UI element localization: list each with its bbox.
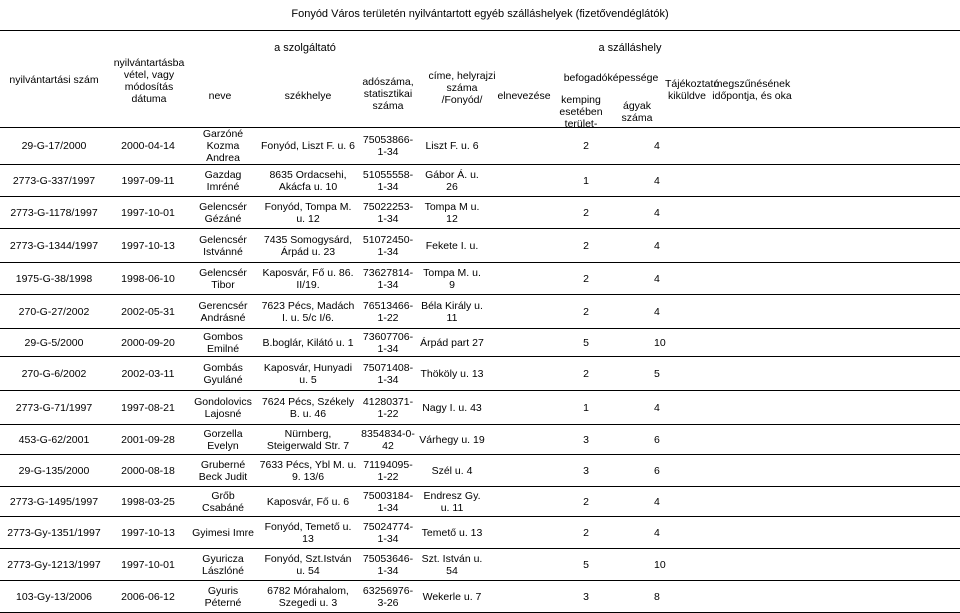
cell-datum: 2001-09-28 — [121, 433, 175, 446]
cell-szekhely: 7624 Pécs, Székely B. u. 46 — [261, 395, 355, 420]
cell-elnevezes — [486, 263, 546, 295]
cell-elnevezes — [486, 455, 546, 487]
cell-adoszam: 51055558-1-34 — [362, 168, 414, 193]
cell-cim: Tompa M. u. 9 — [423, 266, 481, 291]
cell-spacer — [626, 549, 652, 581]
cell-cim: Várhegy u. 19 — [419, 433, 485, 446]
cell-cim: Árpád part 27 — [420, 336, 484, 349]
table-row — [0, 329, 960, 357]
cell-datum: 2000-08-18 — [121, 464, 175, 477]
cell-neve: Grőb Csabáné — [201, 489, 245, 514]
cell-neve: Gombos Emilné — [203, 330, 243, 355]
cell-nyilvantartasi-szam: 29-G-17/2000 — [21, 140, 87, 152]
table-row — [0, 295, 960, 329]
cell-agyak: 6 — [654, 433, 660, 446]
cell-spacer — [626, 197, 652, 229]
cell-adoszam: 75053646-1-34 — [362, 552, 414, 577]
cell-adoszam: 75053866-1-34 — [362, 134, 414, 158]
cell-agyak: 4 — [654, 174, 660, 187]
cell-neve: Gyuricza Lászlóné — [201, 552, 245, 577]
cell-szobak: 3 — [583, 464, 589, 477]
cell-datum: 1997-10-01 — [121, 558, 175, 571]
cell-elnevezes — [486, 425, 546, 455]
cell-elnevezes — [486, 549, 546, 581]
table-row — [0, 357, 960, 391]
header-nyilvantartasba-vetel-datuma: nyilvántartásba vétel, vagy módosítás dátuma — [113, 57, 185, 105]
cell-nyilvantartasi-szam: 103-Gy-13/2006 — [16, 590, 92, 603]
table-row — [0, 425, 960, 455]
cell-elnevezes — [486, 581, 546, 613]
cell-spacer — [626, 165, 652, 197]
cell-szobak: 2 — [583, 206, 589, 219]
cell-szekhely: 7623 Pécs, Madách I. u. 5/c I/6. — [261, 299, 355, 324]
cell-neve: Gyimesi Imre — [192, 526, 254, 539]
cell-elnevezes — [486, 391, 546, 425]
cell-spacer — [626, 357, 652, 391]
cell-spacer — [626, 329, 652, 357]
cell-cim: Gábor Á. u. 26 — [425, 168, 479, 193]
cell-szobak: 1 — [583, 401, 589, 414]
header-megszunes: megszűnésének időpontja, és oka — [712, 78, 792, 102]
cell-nyilvantartasi-szam: 2773-G-1178/1997 — [10, 206, 98, 219]
cell-cim: Szt. István u. 54 — [421, 552, 483, 577]
cell-nyilvantartasi-szam: 2773-G-337/1997 — [12, 174, 96, 187]
cell-szekhely: Kaposvár, Fő u. 86. II/19. — [262, 266, 354, 291]
cell-szekhely: 8635 Ordacsehi, Akácfa u. 10 — [269, 168, 347, 193]
header-group-szolgaltato: a szolgáltató — [274, 42, 336, 54]
cell-nyilvantartasi-szam: 2773-Gy-1351/1997 — [7, 526, 101, 539]
cell-szekhely: 7633 Pécs, Ybl M. u. 9. 13/6 — [259, 458, 357, 483]
cell-adoszam: 75022253-1-34 — [362, 200, 414, 225]
cell-szobak: 2 — [583, 305, 589, 318]
cell-neve: Gombás Gyuláné — [203, 361, 243, 386]
header-group-szallashely: a szálláshely — [598, 42, 662, 54]
cell-adoszam: 76513466-1-22 — [362, 299, 414, 324]
cell-szekhely: Kaposvár, Hunyadi u. 5 — [263, 361, 353, 386]
cell-szobak: 3 — [583, 590, 589, 603]
cell-adoszam: 63256976-3-26 — [362, 584, 414, 609]
cell-nyilvantartasi-szam: 270-G-6/2002 — [21, 367, 87, 380]
table-row — [0, 197, 960, 229]
cell-agyak: 6 — [654, 464, 660, 477]
cell-neve: Gelencsér Istvánné — [199, 233, 247, 258]
header-agyak-szama: ágyak száma — [621, 100, 653, 124]
cell-spacer — [626, 263, 652, 295]
cell-szobak: 2 — [583, 140, 589, 152]
header-neve: neve — [208, 90, 232, 102]
cell-elnevezes — [486, 329, 546, 357]
cell-szekhely: Fonyód, Liszt F. u. 6 — [261, 140, 355, 152]
cell-datum: 1997-10-13 — [121, 526, 175, 539]
cell-cim: Thököly u. 13 — [420, 367, 484, 380]
cell-szobak: 2 — [583, 526, 589, 539]
header-elnevezese: elnevezése — [497, 90, 551, 102]
cell-datum: 2000-09-20 — [121, 336, 175, 349]
cell-nyilvantartasi-szam: 2773-G-1495/1997 — [9, 495, 99, 508]
cell-neve: Garzóné Kozma Andrea — [202, 128, 244, 164]
header-szekhelye: székhelye — [284, 90, 332, 102]
table-row — [0, 549, 960, 581]
cell-agyak: 4 — [654, 401, 660, 414]
cell-datum: 2000-04-14 — [121, 140, 175, 152]
cell-szobak: 2 — [583, 272, 589, 285]
cell-szobak: 2 — [583, 367, 589, 380]
cell-szobak: 2 — [583, 239, 589, 252]
cell-neve: Gruberné Beck Judit — [198, 458, 248, 483]
cell-elnevezes — [486, 165, 546, 197]
cell-cim: Tompa M u. 12 — [424, 200, 480, 225]
cell-adoszam: 73607706-1-34 — [362, 330, 414, 355]
header-befogadokepessege: befogadóképessége — [563, 72, 659, 84]
cell-nyilvantartasi-szam: 2773-G-71/1997 — [15, 401, 93, 414]
cell-agyak: 4 — [654, 206, 660, 219]
cell-nyilvantartasi-szam: 1975-G-38/1998 — [15, 272, 93, 285]
cell-nyilvantartasi-szam: 2773-G-1344/1997 — [9, 239, 99, 252]
table-row — [0, 455, 960, 487]
cell-szekhely: B.boglár, Kilátó u. 1 — [262, 336, 354, 349]
cell-agyak: 4 — [654, 239, 660, 252]
header-kemping: kemping esetében terület- — [559, 94, 603, 130]
cell-adoszam: 75071408-1-34 — [362, 361, 414, 386]
cell-spacer — [626, 425, 652, 455]
cell-elnevezes — [486, 197, 546, 229]
cell-cim: Béla Király u. 11 — [421, 299, 483, 324]
cell-nyilvantartasi-szam: 29-G-135/2000 — [18, 464, 90, 477]
cell-cim: Temető u. 13 — [421, 526, 483, 539]
cell-szekhely: Kaposvár, Fő u. 6 — [266, 495, 350, 508]
cell-elnevezes — [486, 128, 546, 165]
cell-neve: Gerencsér Andrásné — [198, 299, 248, 324]
cell-elnevezes — [486, 229, 546, 263]
cell-nyilvantartasi-szam: 29-G-5/2000 — [24, 336, 84, 349]
table-row — [0, 487, 960, 517]
cell-adoszam: 8354834-0-42 — [361, 427, 415, 452]
table-row — [0, 229, 960, 263]
cell-agyak: 4 — [654, 272, 660, 285]
cell-spacer — [626, 455, 652, 487]
cell-agyak: 4 — [654, 140, 660, 152]
cell-datum: 2002-05-31 — [121, 305, 175, 318]
page-title: Fonyód Város területén nyilvántartott egyéb szálláshelyek (fizetővendéglátók) — [291, 8, 669, 20]
cell-datum: 1997-08-21 — [121, 401, 175, 414]
cell-spacer — [626, 517, 652, 549]
cell-adoszam: 71194095-1-22 — [363, 458, 413, 483]
table-row — [0, 128, 960, 165]
cell-cim: Fekete I. u. — [425, 239, 479, 252]
cell-cim: Szél u. 4 — [431, 464, 473, 477]
cell-datum: 2006-06-12 — [121, 590, 175, 603]
table-row — [0, 517, 960, 549]
cell-nyilvantartasi-szam: 270-G-27/2002 — [18, 305, 90, 318]
header-cime: címe, helyrajzi száma /Fonyód/ — [428, 70, 496, 106]
cell-datum: 2002-03-11 — [121, 367, 175, 380]
cell-adoszam: 75003184-1-34 — [362, 489, 414, 514]
cell-neve: Gyuris Péterné — [204, 584, 242, 609]
header-tajekoztato: Tájékoztató kiküldve — [665, 78, 720, 102]
cell-datum: 1997-10-13 — [121, 239, 175, 252]
cell-szekhely: Nürnberg, Steigerwald Str. 7 — [266, 427, 350, 452]
header-nyilvantartasi-szam: nyilvántartási szám — [9, 74, 99, 86]
cell-datum: 1997-09-11 — [121, 174, 175, 187]
cell-elnevezes — [486, 517, 546, 549]
cell-nyilvantartasi-szam: 2773-Gy-1213/1997 — [7, 558, 101, 571]
cell-spacer — [626, 391, 652, 425]
cell-agyak: 5 — [654, 367, 660, 380]
cell-neve: Gazdag Imréné — [204, 168, 242, 193]
cell-szekhely: Fonyód, Temető u. 13 — [264, 520, 352, 545]
cell-agyak: 10 — [654, 558, 666, 571]
lodging-table — [0, 128, 960, 613]
cell-spacer — [626, 128, 652, 165]
table-row — [0, 391, 960, 425]
cell-szekhely: 6782 Mórahalom, Szegedi u. 3 — [267, 584, 349, 609]
cell-spacer — [626, 295, 652, 329]
cell-neve: Gondolovics Lajosné — [194, 395, 252, 420]
cell-szekhely: 7435 Somogysárd, Árpád u. 23 — [263, 233, 353, 258]
cell-szekhely: Fonyód, Szt.István u. 54 — [264, 552, 352, 577]
cell-szekhely: Fonyód, Tompa M. u. 12 — [264, 200, 352, 225]
cell-agyak: 4 — [654, 495, 660, 508]
cell-neve: Gelencsér Gézáné — [199, 200, 247, 225]
cell-szobak: 3 — [583, 433, 589, 446]
cell-cim: Endresz Gy. u. 11 — [423, 489, 481, 514]
cell-cim: Nagy I. u. 43 — [422, 401, 482, 414]
cell-szobak: 2 — [583, 495, 589, 508]
cell-datum: 1998-03-25 — [121, 495, 175, 508]
cell-spacer — [626, 487, 652, 517]
cell-datum: 1998-06-10 — [121, 272, 175, 285]
cell-elnevezes — [486, 487, 546, 517]
cell-agyak: 4 — [654, 305, 660, 318]
cell-szobak: 5 — [583, 336, 589, 349]
cell-adoszam: 73627814-1-34 — [362, 266, 414, 291]
cell-nyilvantartasi-szam: 453-G-62/2001 — [18, 433, 90, 446]
table-row — [0, 581, 960, 613]
cell-cim: Liszt F. u. 6 — [425, 140, 479, 152]
table-body — [0, 128, 960, 613]
cell-elnevezes — [486, 295, 546, 329]
cell-szobak: 5 — [583, 558, 589, 571]
cell-agyak: 8 — [654, 590, 660, 603]
cell-datum: 1997-10-01 — [121, 206, 175, 219]
table-row — [0, 165, 960, 197]
cell-adoszam: 75024774-1-34 — [362, 520, 414, 545]
cell-szobak: 1 — [583, 174, 589, 187]
cell-elnevezes — [486, 357, 546, 391]
cell-adoszam: 41280371-1-22 — [362, 395, 414, 420]
cell-spacer — [626, 581, 652, 613]
cell-neve: Gorzella Evelyn — [203, 427, 243, 452]
header-top-border — [0, 30, 960, 31]
table-row — [0, 263, 960, 295]
cell-agyak: 4 — [654, 526, 660, 539]
cell-spacer — [626, 229, 652, 263]
cell-agyak: 10 — [654, 336, 666, 349]
cell-adoszam: 51072450-1-34 — [362, 233, 414, 258]
cell-neve: Gelencsér Tibor — [199, 266, 247, 291]
header-adoszama: adószáma, statisztikai száma — [362, 76, 414, 112]
cell-cim: Wekerle u. 7 — [422, 590, 482, 603]
